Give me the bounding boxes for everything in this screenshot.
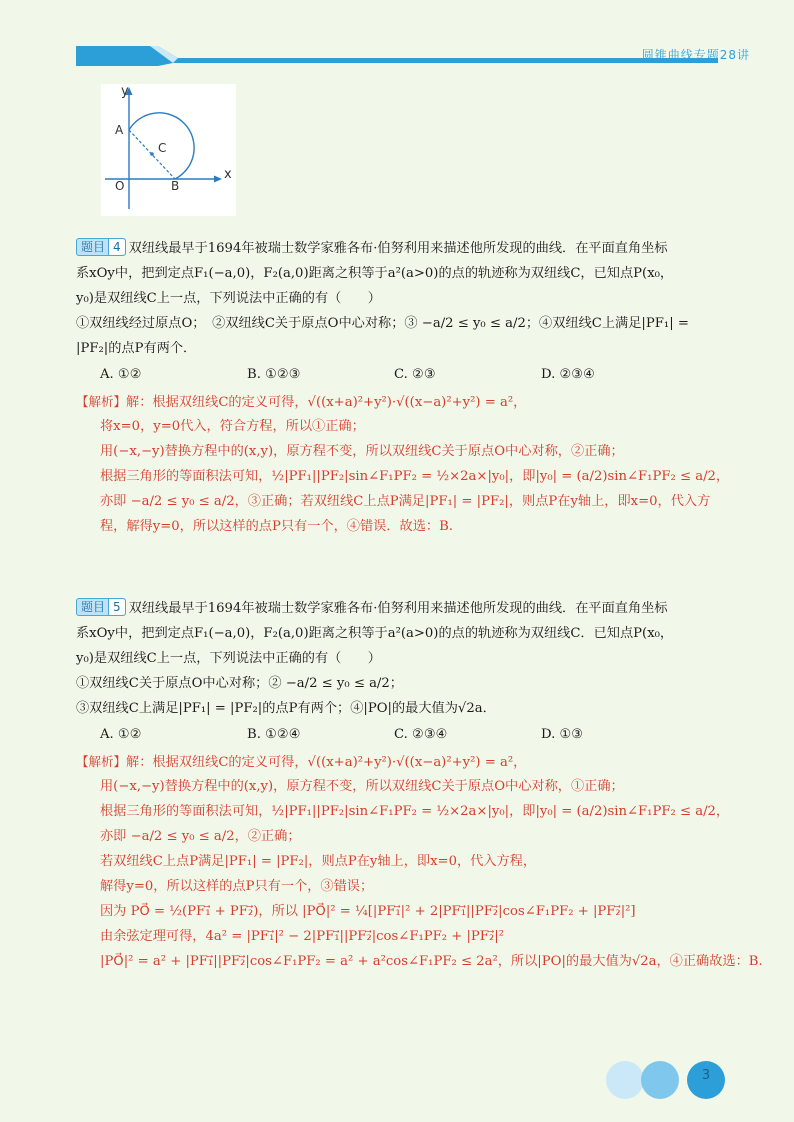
- figure-label-c: C: [158, 141, 167, 155]
- choice-d: D. ①③: [541, 727, 584, 742]
- page-number: 3: [701, 1068, 711, 1083]
- problem-4: 题目 4 双纽线最早于1694年被瑞士数学家雅各布·伯努利用来描述他所发现的曲线．在平面直角坐标 系xOy中，把到定点F₁(−a,0)，F₂(a,0)距离之积等于a²(a>0)的点的轨迹称为双纽线C，已知点P(x₀， y₀)是双纽线C上一点，下列说法中正确的有（ ） ①双纽线经过原点O； ②双纽线C关于原点O中心对称；③ −a/2 ≤ y₀ ≤ a/2；④双纽线C上满足|PF₁| = |PF₂|的点P有两个． A. ①② B. ①②③ C. ②③ D. ②③④ 【解析】解：根据双纽线C的定义可得，√((x+a)²+y²)·√((x−a)²+y²) = a²， 将x=0，y=0代入，符合方程，所以①正确； 用(−x,−y)替换方程中的(x,y)，原方程不变，所以双纽线C关于原点O中心对称，②正确； 根据三角形的等面积法可知，½|PF₁||PF₂|sin∠F₁PF₂ = ½×2a×|y₀|，即|y₀| = (a/2)sin∠F₁PF₂ ≤ a/2， 亦即 −a/2 ≤ y₀ ≤ a/2，③正确；若双纽线C上点P满足|PF₁| = |PF₂|，则点P在y轴上，即x=0，代入方 程，解得y=0，所以这样的点P只有一个，④错误．故选：B.: [76, 240, 730, 534]
- figure-label-b: B: [171, 179, 180, 193]
- problem-tag: 题目 4: [76, 238, 126, 256]
- choice-a: A. ①②: [100, 367, 142, 382]
- choice-b: B. ①②④: [247, 727, 301, 742]
- choice-b: B. ①②③: [247, 367, 301, 382]
- series-title: 圆锥曲线专题28讲: [641, 48, 750, 62]
- choice-list: [76, 361, 726, 389]
- solution: 【解析】解：根据双纽线C的定义可得，√((x+a)²+y²)·√((x−a)²+y²) = a²，: [76, 394, 527, 410]
- solution-label: 【解析】: [76, 754, 127, 769]
- solution: 【解析】解：根据双纽线C的定义可得，√((x+a)²+y²)·√((x−a)²+y²) = a²，: [76, 754, 527, 770]
- problem-tag: 题目 5: [76, 598, 126, 616]
- choice-c: C. ②③④: [394, 727, 448, 742]
- choice-a: A. ①②: [100, 727, 142, 742]
- choice-c: C. ②③: [394, 367, 436, 382]
- choice-d: D. ②③④: [541, 367, 595, 382]
- header-banner: [0, 0, 794, 80]
- figure-label-x: x: [224, 167, 232, 182]
- figure-label-a: A: [115, 123, 124, 137]
- problem-5: 题目 5 双纽线最早于1694年被瑞士数学家雅各布·伯努利用来描述他所发现的曲线．在平面直角坐标 系xOy中，把到定点F₁(−a,0)，F₂(a,0)距离之积等于a²(a>0)的点的轨迹称为双纽线C．已知点P(x₀， y₀)是双纽线C上一点，下列说法中正确的有（ ） ①双纽线C关于原点O中心对称；② −a/2 ≤ y₀ ≤ a/2； ③双纽线C上满足|PF₁| = |PF₂|的点P有两个；④|PO|的最大值为√2a． A. ①② B. ①②④ C. ②③④ D. ①③ 【解析】解：根据双纽线C的定义可得，√((x+a)²+y²)·√((x−a)²+y²) = a²， 用(−x,−y)替换方程中的(x,y)，原方程不变，所以双纽线C关于原点O中心对称，①正确； 根据三角形的等面积法可知，½|PF₁||PF₂|sin∠F₁PF₂ = ½×2a×|y₀|，即|y₀| = (a/2)sin∠F₁PF₂ ≤ a/2， 亦即 −a/2 ≤ y₀ ≤ a/2，②正确； 若双纽线C上点P满足|PF₁| = |PF₂|，则点P在y轴上，即x=0，代入方程， 解得y=0，所以这样的点P只有一个，③错误； 因为 PO⃗ = ½(PF₁⃗ + PF₂⃗)，所以 |PO⃗|² = ¼[|PF₁⃗|² + 2|PF₁⃗||PF₂⃗|cos∠F₁PF₂ + |PF₂⃗|²] 由余弦定理可得，4a² = |PF₁⃗|² − 2|PF₁⃗||PF₂⃗|cos∠F₁PF₂ + |PF₂⃗|² |PO⃗|² = a² + |PF₁⃗||PF₂⃗|cos∠F₁PF₂ = a² + a²cos∠F₁PF₂ ≤ 2a²，所以|PO|的最大值为√2a，④正确故选：B.: [76, 600, 763, 969]
- figure-label-y: y: [121, 84, 129, 99]
- solution-label: 【解析】: [76, 394, 127, 409]
- figure-label-o: O: [115, 179, 125, 193]
- choice-list: [76, 721, 726, 749]
- coordinate-figure: [101, 84, 236, 216]
